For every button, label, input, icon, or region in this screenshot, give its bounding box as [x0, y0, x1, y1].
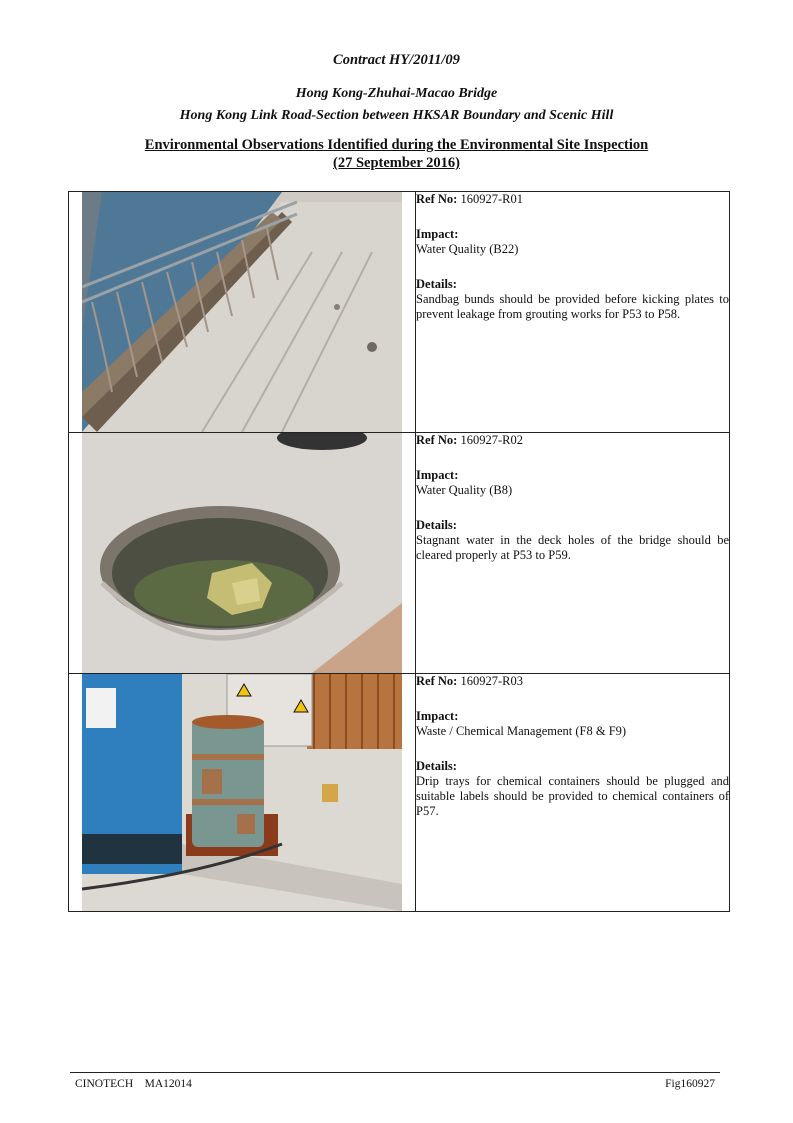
details-label: Details:: [416, 759, 457, 773]
details-label: Details:: [416, 518, 457, 532]
ref-line: [416, 674, 729, 689]
section-name: Hong Kong Link Road-Section between HKSAR Boundary and Scenic Hill: [179, 108, 614, 123]
details-value: Drip trays for chemical containers should be plugged and suitable labels should be provided to chemical containers of P57.: [416, 774, 729, 818]
details-value: Stagnant water in the deck holes of the bridge should be cleared properly at P53 to P59.: [416, 533, 729, 562]
ref-label: Ref No:: [416, 433, 458, 447]
details-value: Sandbag bunds should be provided before kicking plates to prevent leakage from grouting works for P53 to P58.: [416, 292, 729, 321]
impact-label: Impact:: [416, 709, 459, 723]
ref-value: 160927-R02: [460, 433, 523, 447]
ref-value: 160927-R01: [460, 192, 523, 206]
impact-value: Water Quality (B22): [416, 242, 519, 256]
impact-label: Impact:: [416, 227, 459, 241]
photo-cell: [69, 433, 416, 674]
impact-label: Impact:: [416, 468, 459, 482]
photo-cell: [69, 674, 416, 912]
observation-row: [69, 433, 730, 674]
ref-value: 160927-R03: [460, 674, 523, 688]
observation-row: [69, 192, 730, 433]
site-photo-deck-hole: [82, 433, 402, 673]
inspection-date: (27 September 2016): [333, 155, 460, 171]
ref-line: [416, 433, 729, 448]
contract-number: Contract HY/2011/09: [333, 52, 460, 68]
observation-text: [416, 433, 730, 674]
site-photo-bridge-deck: [82, 192, 402, 432]
footer-divider: [70, 1072, 720, 1073]
observation-row: [69, 674, 730, 912]
ref-line: [416, 192, 729, 207]
observation-text: [416, 192, 730, 433]
details-label: Details:: [416, 277, 457, 291]
impact-value: Water Quality (B8): [416, 483, 513, 497]
project-name: Hong Kong-Zhuhai-Macao Bridge: [295, 86, 498, 101]
photo-cell: [69, 192, 416, 433]
footer-figure-number: Fig160927: [665, 1078, 715, 1090]
site-photo-chemical-drum: [82, 674, 402, 911]
document-title: Environmental Observations Identified during the Environmental Site Inspection: [144, 137, 649, 153]
ref-label: Ref No:: [416, 192, 458, 206]
observations-table: [68, 191, 730, 912]
observation-text: [416, 674, 730, 912]
footer-company: CINOTECH MA12014: [75, 1078, 192, 1090]
ref-label: Ref No:: [416, 674, 458, 688]
impact-value: Waste / Chemical Management (F8 & F9): [416, 724, 627, 738]
